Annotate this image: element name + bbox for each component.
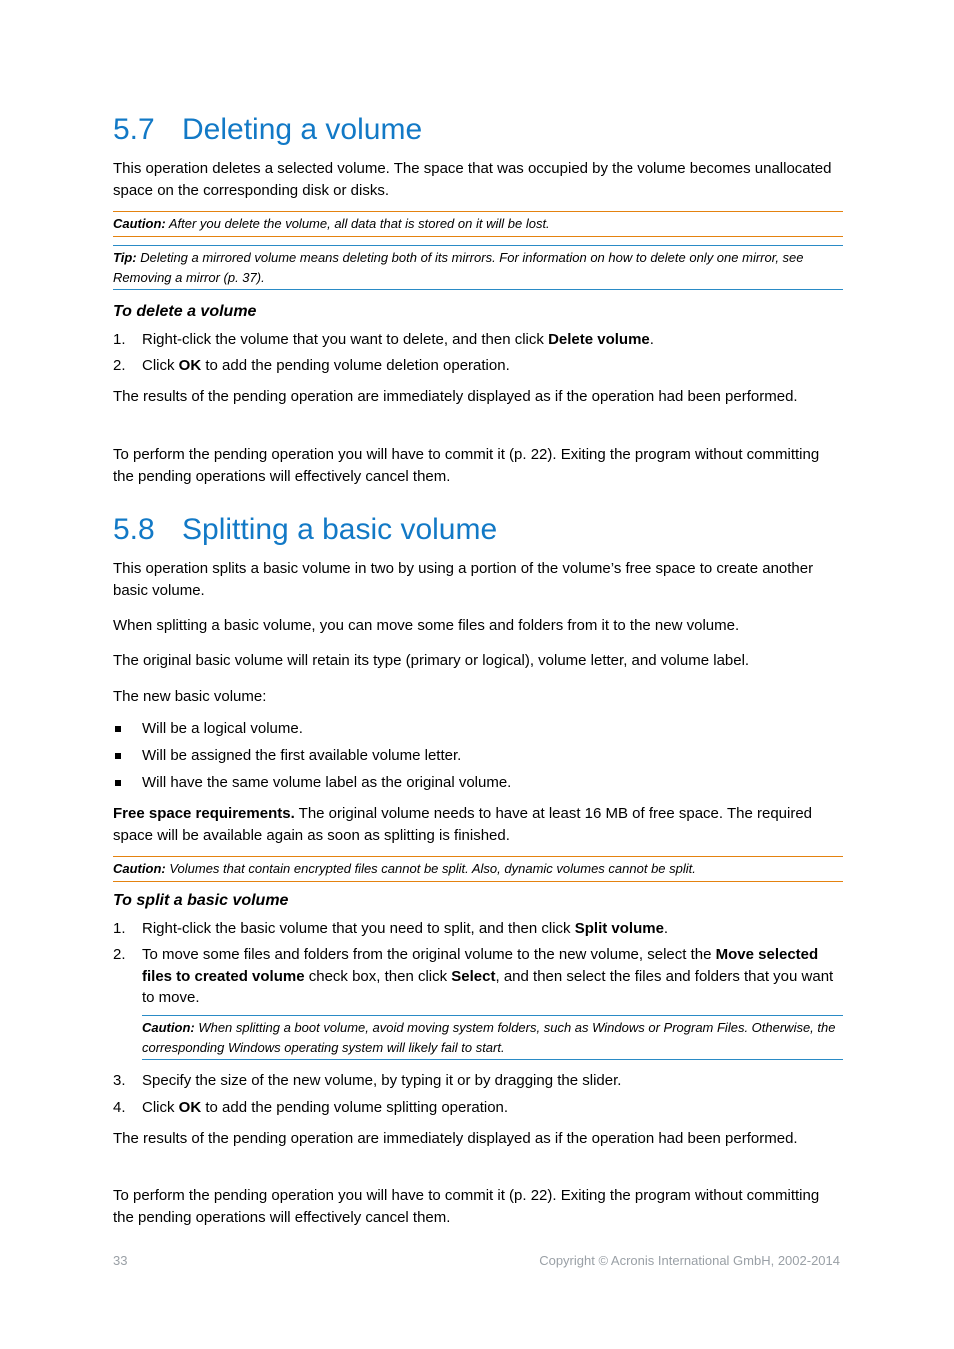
procedure-title: To delete a volume [113, 303, 257, 320]
step-text: To move some files and folders from the original volume to the new volume, select the [142, 946, 716, 963]
bullet-item [113, 745, 843, 767]
step-number: 1. [113, 331, 126, 348]
free-space-label: Free space requirements. [113, 805, 295, 822]
step-bold: Delete volume [548, 331, 650, 348]
list-item [113, 918, 843, 940]
paragraph-commit: To perform the pending operation you will have to commit it (p. 22). Exiting the program without committing the pending operations will effectively cancel them. [113, 1187, 820, 1226]
list-item [113, 1097, 843, 1119]
section-title: Splitting a basic volume [182, 513, 498, 546]
step-text: Click [142, 1099, 179, 1116]
step-number: 2. [113, 357, 126, 374]
tip-label: Tip: [113, 250, 137, 265]
step-number: 3. [113, 1072, 126, 1089]
step-text: Specify the size of the new volume, by typing it or by dragging the slider. [142, 1072, 622, 1089]
paragraph-commit: To perform the pending operation you will have to commit it (p. 22). Exiting the program without committing the pending operations will effectively cancel them. [113, 446, 820, 485]
step-text: Click [142, 357, 179, 374]
bullet-icon [115, 753, 121, 759]
caution-text: After you delete the volume, all data that is stored on it will be lost. [165, 216, 550, 231]
free-space-text: The original volume needs to have at least 16 MB of free space. The required space will be available again as soon as splitting is finished. [113, 805, 813, 844]
section-title: Deleting a volume [182, 113, 423, 146]
step-text: . [649, 331, 654, 348]
step-text: Right-click the basic volume that you need to split, and then click [142, 920, 575, 937]
list-item [113, 329, 843, 351]
list-item [113, 355, 843, 377]
caution-label: Caution: [113, 216, 166, 231]
paragraph-intro: This operation deletes a selected volume. The space that was occupied by the volume becomes unallocated space on the corresponding disk or disks. [113, 160, 832, 199]
procedure-title: To split a basic volume [113, 892, 289, 909]
bullet-icon [115, 726, 121, 732]
step-bold: Move selected files to created volume [142, 946, 819, 985]
section-number: 5.8 [113, 513, 155, 546]
step-bold: OK [178, 1099, 202, 1116]
step-number: 1. [113, 920, 126, 937]
caution-label: Caution: [113, 861, 166, 876]
step-text: , and then select the files and folders that you want to move. [142, 967, 834, 1006]
section-number: 5.7 [113, 113, 155, 146]
list-item [113, 944, 843, 1009]
paragraph-free-space [113, 803, 843, 846]
paragraph-results: The results of the pending operation are immediately displayed as if the operation had been performed. [113, 1130, 798, 1147]
paragraph-results: The results of the pending operation are immediately displayed as if the operation had been performed. [113, 388, 798, 405]
caution-label: Caution: [142, 1020, 195, 1035]
step-bold: Split volume [574, 920, 664, 937]
paragraph: The new basic volume: [113, 688, 267, 705]
caution-box [113, 856, 843, 882]
bullet-text: Will have the same volume label as the original volume. [142, 774, 512, 791]
step-caution-box [142, 1015, 843, 1060]
page-number: 33 [113, 1253, 128, 1268]
caution-box [113, 211, 843, 237]
step-bold: OK [178, 357, 202, 374]
list-item [113, 1070, 843, 1092]
step-bold: Select [451, 967, 496, 985]
bullet-text: Will be a logical volume. [142, 720, 303, 737]
step-text: to add the pending volume deletion operation. [201, 357, 510, 374]
bullet-item [113, 772, 843, 794]
copyright: Copyright © Acronis International GmbH, 2002-2014 [539, 1253, 840, 1268]
step-text: Right-click the volume that you want to delete, and then click [142, 331, 549, 348]
step-number: 2. [113, 946, 126, 963]
section-heading-5-8 [113, 512, 497, 548]
step-text: . [663, 920, 669, 937]
step-text: check box, then click [304, 967, 452, 985]
bullet-icon [115, 780, 121, 786]
tip-text: Deleting a mirrored volume means deleting both of its mirrors. For information on how to delete only one mirror, see Removing a mirror (p. 37). [113, 250, 804, 285]
paragraph-intro: This operation splits a basic volume in two by using a portion of the volume’s free space to create another basic volume. [113, 560, 814, 599]
tip-box [113, 245, 843, 290]
paragraph: When splitting a basic volume, you can move some files and folders from it to the new volume. [113, 617, 740, 634]
section-heading-5-7 [113, 112, 422, 148]
paragraph: The original basic volume will retain its type (primary or logical), volume letter, and volume label. [113, 652, 750, 669]
bullet-item [113, 718, 843, 740]
step-text: to add the pending volume splitting operation. [201, 1099, 509, 1116]
caution-text: When splitting a boot volume, avoid moving system folders, such as Windows or Program Files. Otherwise, the corresponding Windows operating system will likely fail to start. [142, 1020, 836, 1055]
caution-text: Volumes that contain encrypted files cannot be split. Also, dynamic volumes cannot be split. [165, 861, 696, 876]
bullet-text: Will be assigned the first available volume letter. [142, 747, 462, 764]
step-number: 4. [113, 1099, 126, 1116]
